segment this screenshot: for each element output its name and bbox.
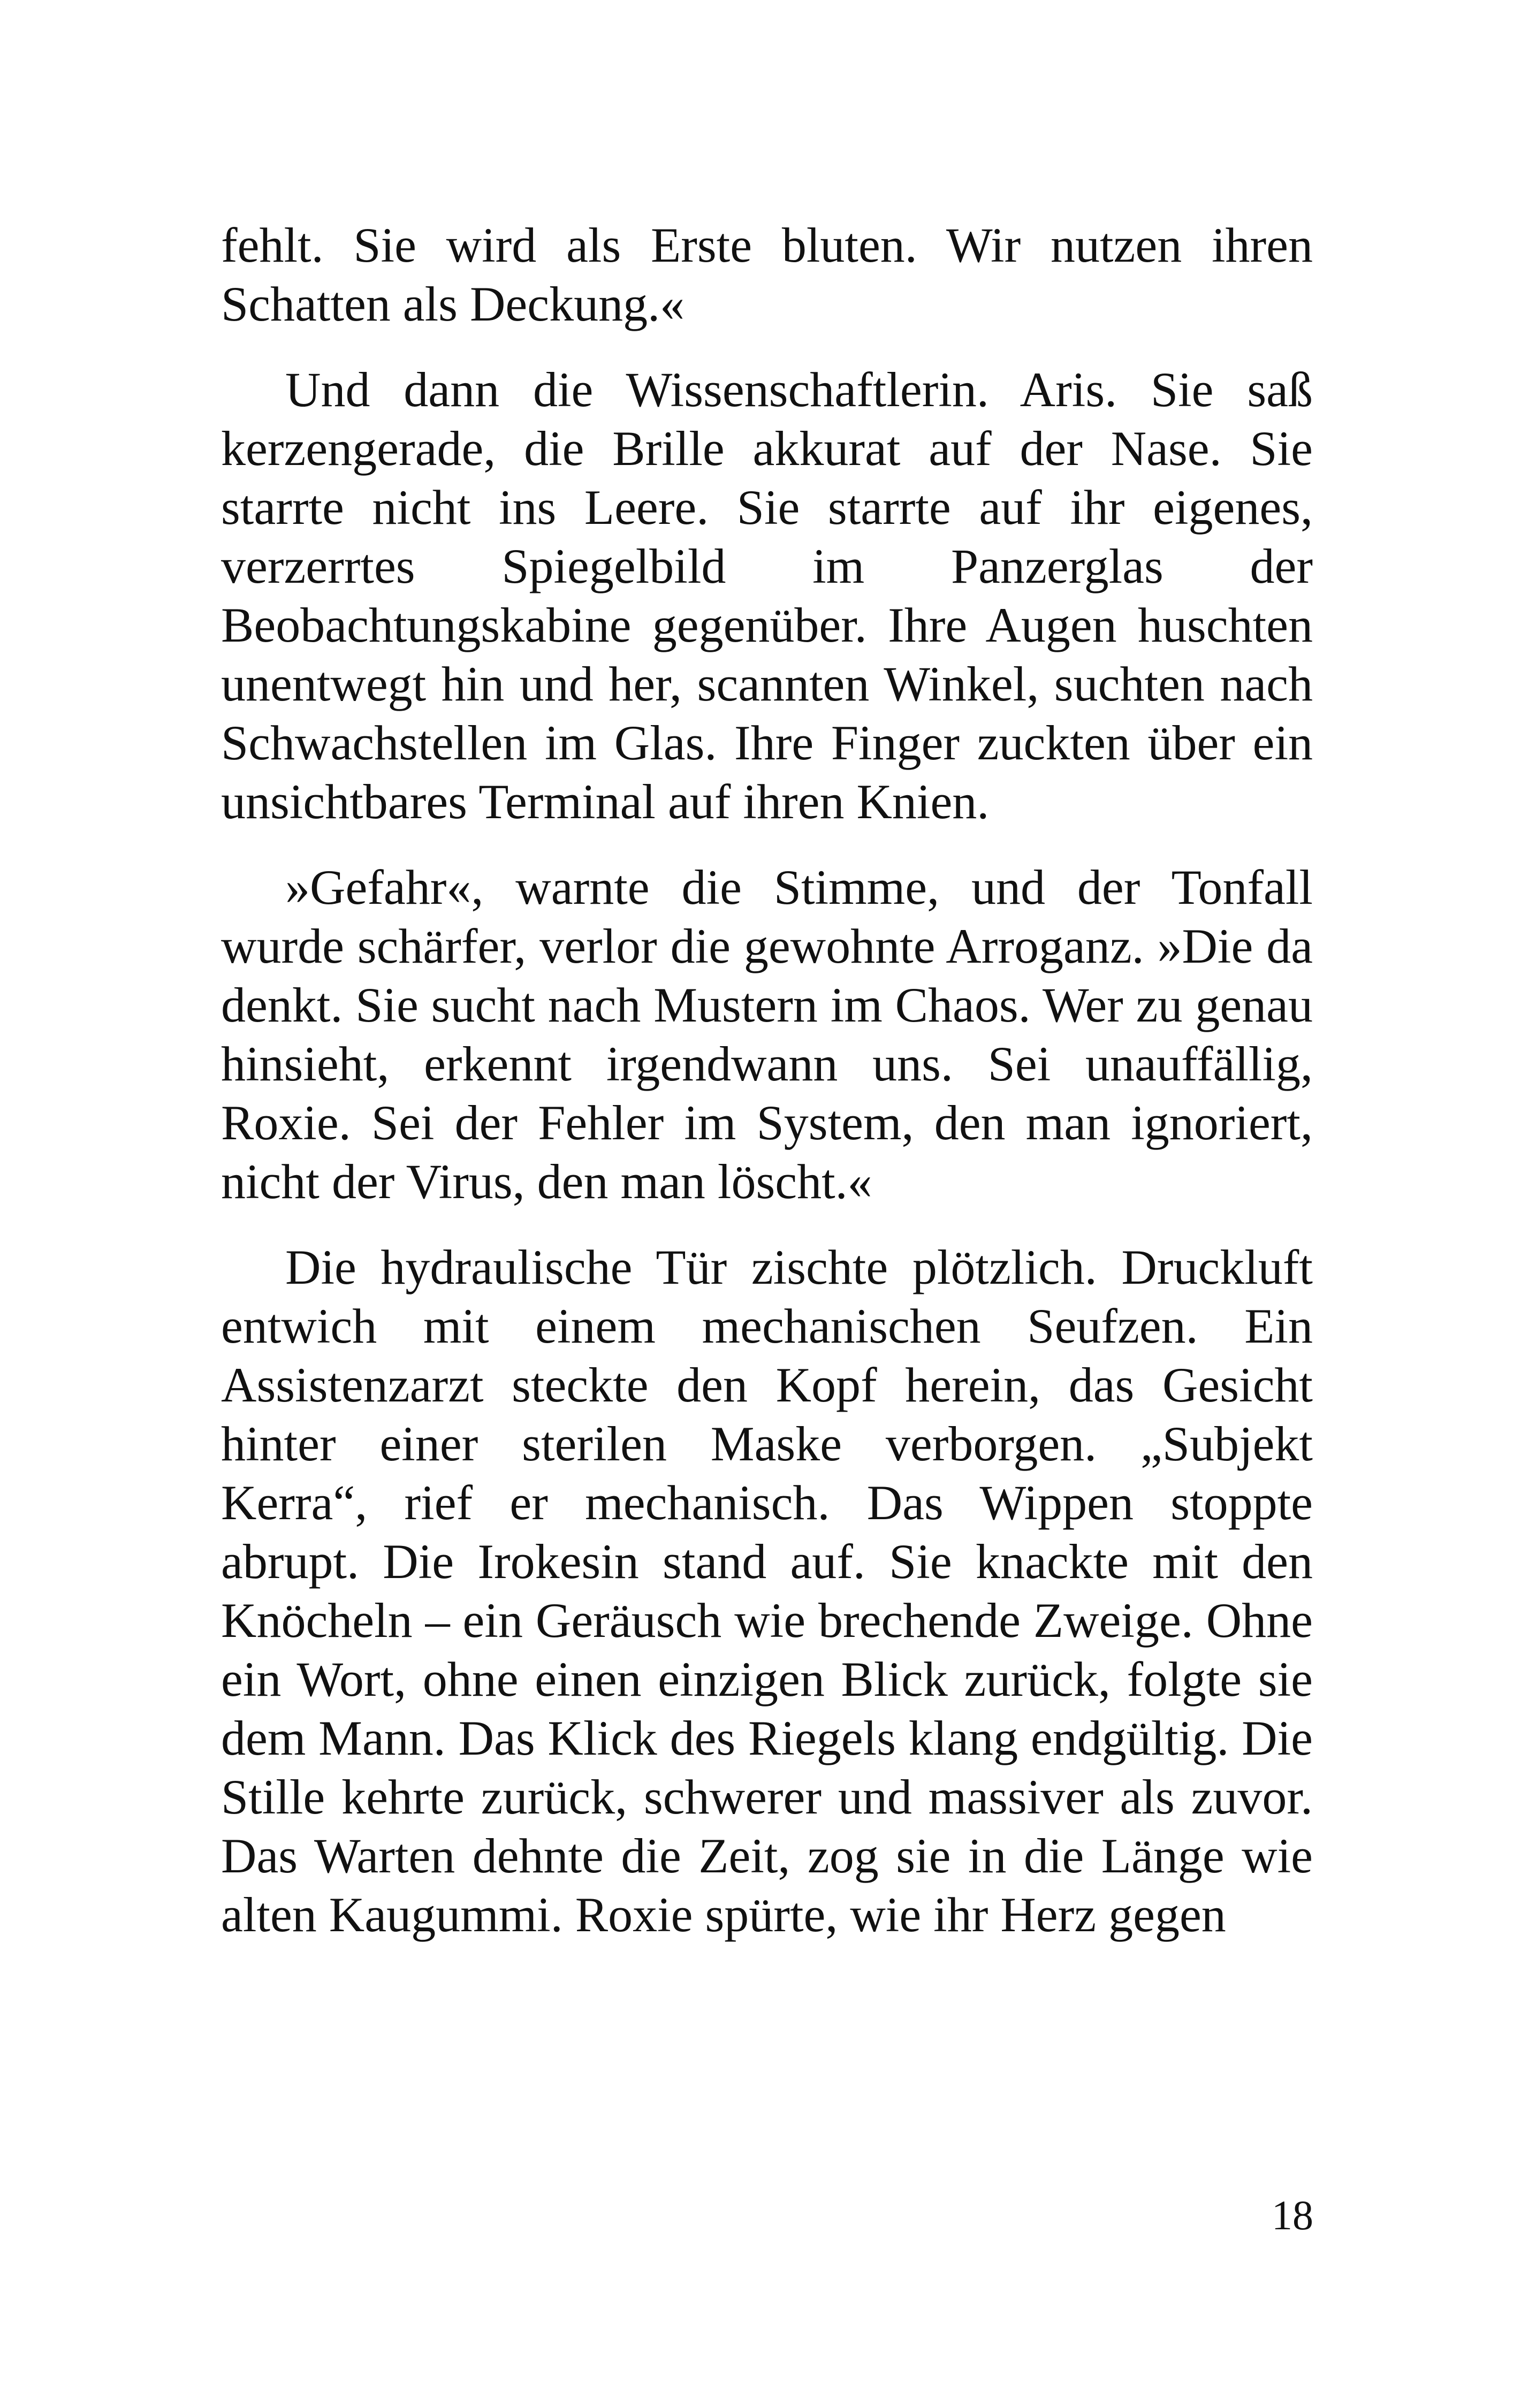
paragraph-door: Die hydraulische Tür zischte plötzlich. Druckluft entwich mit einem mechanischen Seufzen. Ein Assistenzarzt steckte den Kopf herein, das Gesicht hinter einer sterilen Maske verborgen. „Subjekt Kerra“, rief er mechanisch. Das Wippen stoppte abrupt. Die Irokesin stand auf. Sie knackte mit den Knöcheln – ein Geräusch wie brechende Zweige. Ohne ein Wort, ohne einen einzigen Blick zurück, folgte sie dem Mann. Das Klick des Riegels klang endgültig. Die Stille kehrte zurück, schwerer und massiver als zuvor. Das Warten dehnte die Zeit, zog sie in die Länge wie alten Kaugummi. Roxie spürte, wie ihr Herz gegen (221, 1240, 1313, 1942)
body-text (221, 216, 1313, 1944)
paragraph-continuation: fehlt. Sie wird als Erste bluten. Wir nutzen ihren Schatten als Deckung.« (221, 218, 1313, 331)
paragraph-warning: »Gefahr«, warnte die Stimme, und der Tonfall wurde schärfer, verlor die gewohnte Arroganz. »Die da denkt. Sie sucht nach Mustern im Chaos. Wer zu genau hinsieht, erkennt irgendwann uns. Sei unauffällig, Roxie. Sei der Fehler im System, den man ignoriert, nicht der Virus, den man löscht.« (221, 860, 1313, 1209)
paragraph-scientist: Und dann die Wissenschaftlerin. Aris. Sie saß kerzengerade, die Brille akkurat auf der Nase. Sie starrte nicht ins Leere. Sie starrte auf ihr eigenes, verzerrtes Spiegelbild im Panzerglas der Beobachtungskabine gegenüber. Ihre Augen huschten unentwegt hin und her, scannten Winkel, suchten nach Schwachstellen im Glas. Ihre Finger zuckten über ein unsichtbares Terminal auf ihren Knien. (221, 362, 1313, 829)
page-number: 18 (1272, 2192, 1313, 2238)
